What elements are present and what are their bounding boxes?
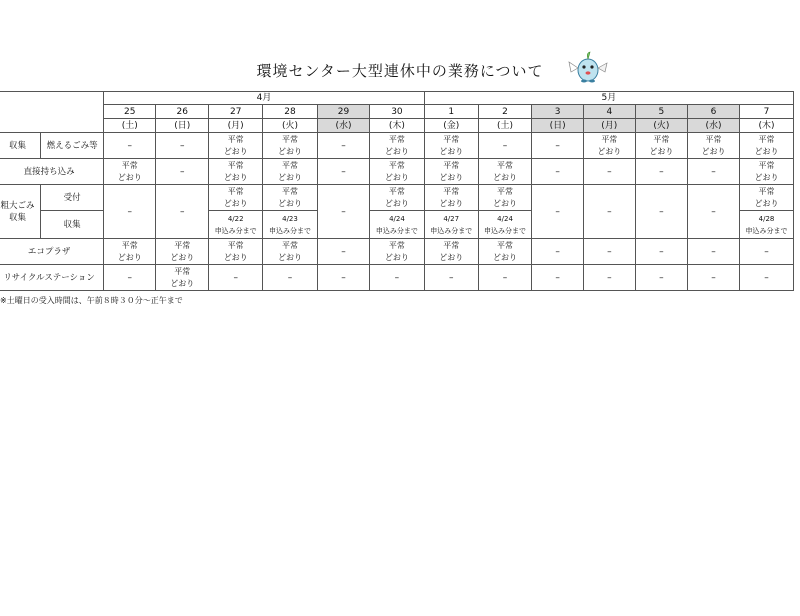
date-3: 3 — [532, 105, 583, 119]
cell-dash: – — [317, 133, 369, 159]
cell-apply — [263, 211, 318, 239]
mascot-icon — [564, 50, 612, 86]
cell-dash: – — [209, 265, 263, 291]
cell-normal-line2: どおり — [117, 172, 142, 182]
cell-normal-line2: どおり — [117, 252, 142, 262]
date-26: 26 — [156, 105, 209, 119]
row-label-ecoplaza: エコプラザ — [0, 239, 104, 265]
apply-date: 4/24 — [497, 214, 513, 223]
date-7: 7 — [740, 105, 794, 119]
row-label-reception: 受付 — [41, 185, 104, 211]
cell-normal-line1: 平常 — [758, 134, 775, 144]
cell-normal-line1: 平常 — [497, 240, 514, 250]
cell-dash: – — [317, 265, 369, 291]
weekday-30: (木) — [370, 119, 425, 133]
cell-normal — [104, 159, 156, 185]
cell-normal-line2: どおり — [439, 198, 464, 208]
apply-date: 4/23 — [282, 214, 298, 223]
date-29: 29 — [317, 105, 369, 119]
cell-normal — [424, 133, 478, 159]
cell-normal-line1: 平常 — [443, 134, 460, 144]
cell-normal — [370, 239, 425, 265]
apply-date: 4/28 — [758, 214, 775, 223]
row-label-recycle-station: リサイクルステーション — [0, 265, 104, 291]
cell-dash: – — [687, 159, 739, 185]
cell-normal-line1: 平常 — [497, 160, 514, 170]
cell-dash: – — [583, 159, 635, 185]
cell-normal-line2: どおり — [754, 198, 779, 208]
date-5: 5 — [635, 105, 687, 119]
cell-normal-line1: 平常 — [758, 186, 775, 196]
cell-normal-line2: どおり — [384, 252, 409, 262]
cell-normal — [478, 159, 532, 185]
cell-dash: – — [740, 265, 794, 291]
cell-normal-line2: どおり — [384, 198, 409, 208]
cell-apply — [370, 211, 425, 239]
cell-normal — [583, 133, 635, 159]
cell-normal-line2: どおり — [493, 172, 518, 182]
cell-apply — [209, 211, 263, 239]
cell-dash: – — [583, 185, 635, 239]
cell-normal-line2: どおり — [223, 252, 248, 262]
cell-normal-line1: 平常 — [174, 240, 191, 250]
row-label-collection: 収集 — [0, 133, 41, 159]
date-4: 4 — [583, 105, 635, 119]
cell-normal — [263, 159, 318, 185]
cell-normal-line1: 平常 — [758, 160, 775, 170]
cell-normal-line2: どおり — [384, 172, 409, 182]
cell-normal-line1: 平常 — [388, 134, 405, 144]
page-title: 環境センター大型連休中の業務について — [256, 62, 544, 80]
cell-normal-line1: 平常 — [281, 240, 298, 250]
schedule-table — [0, 91, 794, 291]
weekday-2: (土) — [478, 119, 532, 133]
cell-normal-line1: 平常 — [227, 134, 244, 144]
cell-dash: – — [532, 185, 583, 239]
cell-normal — [156, 265, 209, 291]
cell-dash: – — [317, 159, 369, 185]
cell-normal-line2: どおり — [170, 252, 195, 262]
weekday-28: (火) — [263, 119, 318, 133]
apply-suffix: 申込み分まで — [214, 226, 257, 235]
cell-dash: – — [104, 133, 156, 159]
weekday-26: (日) — [156, 119, 209, 133]
cell-normal-line2: どおり — [493, 252, 518, 262]
table-row — [0, 133, 794, 159]
cell-normal — [209, 133, 263, 159]
cell-normal — [263, 239, 318, 265]
cell-normal-line2: どおり — [277, 172, 302, 182]
cell-dash: – — [687, 185, 739, 239]
cell-normal-line1: 平常 — [601, 134, 618, 144]
cell-apply — [478, 211, 532, 239]
weekday-4: (月) — [583, 119, 635, 133]
cell-normal-line2: どおり — [754, 146, 779, 156]
date-30: 30 — [370, 105, 425, 119]
cell-normal-line1: 平常 — [388, 160, 405, 170]
cell-normal-line1: 平常 — [227, 186, 244, 196]
cell-dash: – — [532, 265, 583, 291]
month-april: 4月 — [104, 92, 425, 105]
weekday-7: (木) — [740, 119, 794, 133]
cell-dash: – — [635, 159, 687, 185]
cell-normal-line2: どおり — [223, 198, 248, 208]
cell-dash: – — [156, 133, 209, 159]
cell-normal — [740, 159, 794, 185]
weekday-27: (月) — [209, 119, 263, 133]
date-28: 28 — [263, 105, 318, 119]
cell-normal — [740, 185, 794, 211]
cell-normal — [209, 185, 263, 211]
weekday-25: (土) — [104, 119, 156, 133]
apply-suffix: 申込み分まで — [268, 226, 311, 235]
cell-normal — [424, 185, 478, 211]
row-label-bulky-collection: 収集 — [41, 211, 104, 239]
cell-dash: – — [370, 265, 425, 291]
cell-normal-line1: 平常 — [388, 186, 405, 196]
table-row — [0, 185, 794, 211]
cell-normal-line2: どおり — [170, 278, 195, 288]
cell-dash: – — [478, 133, 532, 159]
cell-normal-line1: 平常 — [227, 160, 244, 170]
apply-date: 4/24 — [389, 214, 405, 223]
row-label-bulky — [0, 185, 41, 239]
date-27: 27 — [209, 105, 263, 119]
cell-normal-line1: 平常 — [443, 186, 460, 196]
cell-normal-line2: どおり — [439, 252, 464, 262]
cell-normal-line1: 平常 — [388, 240, 405, 250]
date-1: 1 — [424, 105, 478, 119]
cell-dash: – — [687, 239, 739, 265]
cell-normal — [209, 239, 263, 265]
cell-dash: – — [532, 159, 583, 185]
cell-apply — [424, 211, 478, 239]
cell-normal — [156, 239, 209, 265]
apply-date: 4/27 — [443, 214, 460, 223]
apply-suffix: 申込み分まで — [484, 226, 527, 235]
cell-dash: – — [532, 239, 583, 265]
cell-normal-line1: 平常 — [281, 186, 298, 196]
month-may: 5月 — [424, 92, 793, 105]
apply-suffix: 申込み分まで — [375, 226, 418, 235]
cell-normal-line2: どおり — [439, 172, 464, 182]
apply-suffix: 申込み分まで — [745, 226, 788, 235]
cell-dash: – — [583, 239, 635, 265]
weekday-1: (金) — [424, 119, 478, 133]
cell-normal — [104, 239, 156, 265]
cell-normal — [263, 185, 318, 211]
cell-dash: – — [104, 185, 156, 239]
date-6: 6 — [687, 105, 739, 119]
cell-dash: – — [156, 159, 209, 185]
table-row — [0, 239, 794, 265]
weekday-29: (水) — [317, 119, 369, 133]
cell-normal-line1: 平常 — [174, 266, 191, 276]
cell-normal-line2: どおり — [597, 146, 622, 156]
cell-normal — [740, 133, 794, 159]
cell-normal-line1: 平常 — [653, 134, 670, 144]
cell-normal-line1: 平常 — [281, 160, 298, 170]
cell-normal — [478, 185, 532, 211]
cell-normal-line1: 平常 — [497, 186, 514, 196]
cell-normal — [370, 185, 425, 211]
row-label-bulky-line1: 粗大ごみ — [0, 200, 35, 211]
date-2: 2 — [478, 105, 532, 119]
cell-normal-line2: どおり — [493, 198, 518, 208]
cell-normal-line2: どおり — [223, 172, 248, 182]
cell-normal-line1: 平常 — [121, 240, 138, 250]
cell-normal-line2: どおり — [384, 146, 409, 156]
cell-normal-line2: どおり — [223, 146, 248, 156]
cell-dash: – — [317, 185, 369, 239]
row-label-bulky-line2: 収集 — [9, 212, 27, 223]
cell-normal — [263, 133, 318, 159]
cell-normal-line2: どおり — [754, 172, 779, 182]
cell-normal-line2: どおり — [277, 252, 302, 262]
cell-dash: – — [635, 265, 687, 291]
apply-suffix: 申込み分まで — [430, 226, 473, 235]
cell-dash: – — [424, 265, 478, 291]
weekday-3: (日) — [532, 119, 583, 133]
row-label-direct: 直接持ち込み — [0, 159, 104, 185]
cell-normal — [424, 239, 478, 265]
table-row — [0, 159, 794, 185]
cell-normal — [209, 159, 263, 185]
weekday-5: (火) — [635, 119, 687, 133]
cell-dash: – — [583, 265, 635, 291]
apply-date: 4/22 — [227, 214, 244, 223]
footnote: ※土曜日の受入時間は、午前８時３０分～正午まで — [0, 296, 183, 305]
cell-normal — [635, 133, 687, 159]
cell-normal-line1: 平常 — [443, 240, 460, 250]
cell-normal-line2: どおり — [439, 146, 464, 156]
cell-normal — [687, 133, 739, 159]
cell-dash: – — [740, 239, 794, 265]
cell-normal — [424, 159, 478, 185]
cell-apply — [740, 211, 794, 239]
cell-dash: – — [687, 265, 739, 291]
cell-normal-line1: 平常 — [705, 134, 722, 144]
cell-dash: – — [635, 185, 687, 239]
cell-normal-line1: 平常 — [227, 240, 244, 250]
cell-dash: – — [156, 185, 209, 239]
cell-normal — [478, 239, 532, 265]
cell-dash: – — [478, 265, 532, 291]
corner-cell — [0, 92, 104, 133]
cell-normal-line2: どおり — [277, 198, 302, 208]
cell-normal — [370, 133, 425, 159]
cell-normal-line2: どおり — [277, 146, 302, 156]
row-label-burnable: 燃えるごみ等 — [41, 133, 104, 159]
cell-dash: – — [104, 265, 156, 291]
weekday-6: (水) — [687, 119, 739, 133]
cell-dash: – — [317, 239, 369, 265]
cell-dash: – — [263, 265, 318, 291]
cell-normal-line2: どおり — [649, 146, 674, 156]
cell-normal-line1: 平常 — [443, 160, 460, 170]
cell-dash: – — [635, 239, 687, 265]
cell-normal — [370, 159, 425, 185]
cell-dash: – — [532, 133, 583, 159]
date-25: 25 — [104, 105, 156, 119]
cell-normal-line1: 平常 — [121, 160, 138, 170]
cell-normal-line2: どおり — [701, 146, 726, 156]
cell-normal-line1: 平常 — [281, 134, 298, 144]
table-row — [0, 265, 794, 291]
